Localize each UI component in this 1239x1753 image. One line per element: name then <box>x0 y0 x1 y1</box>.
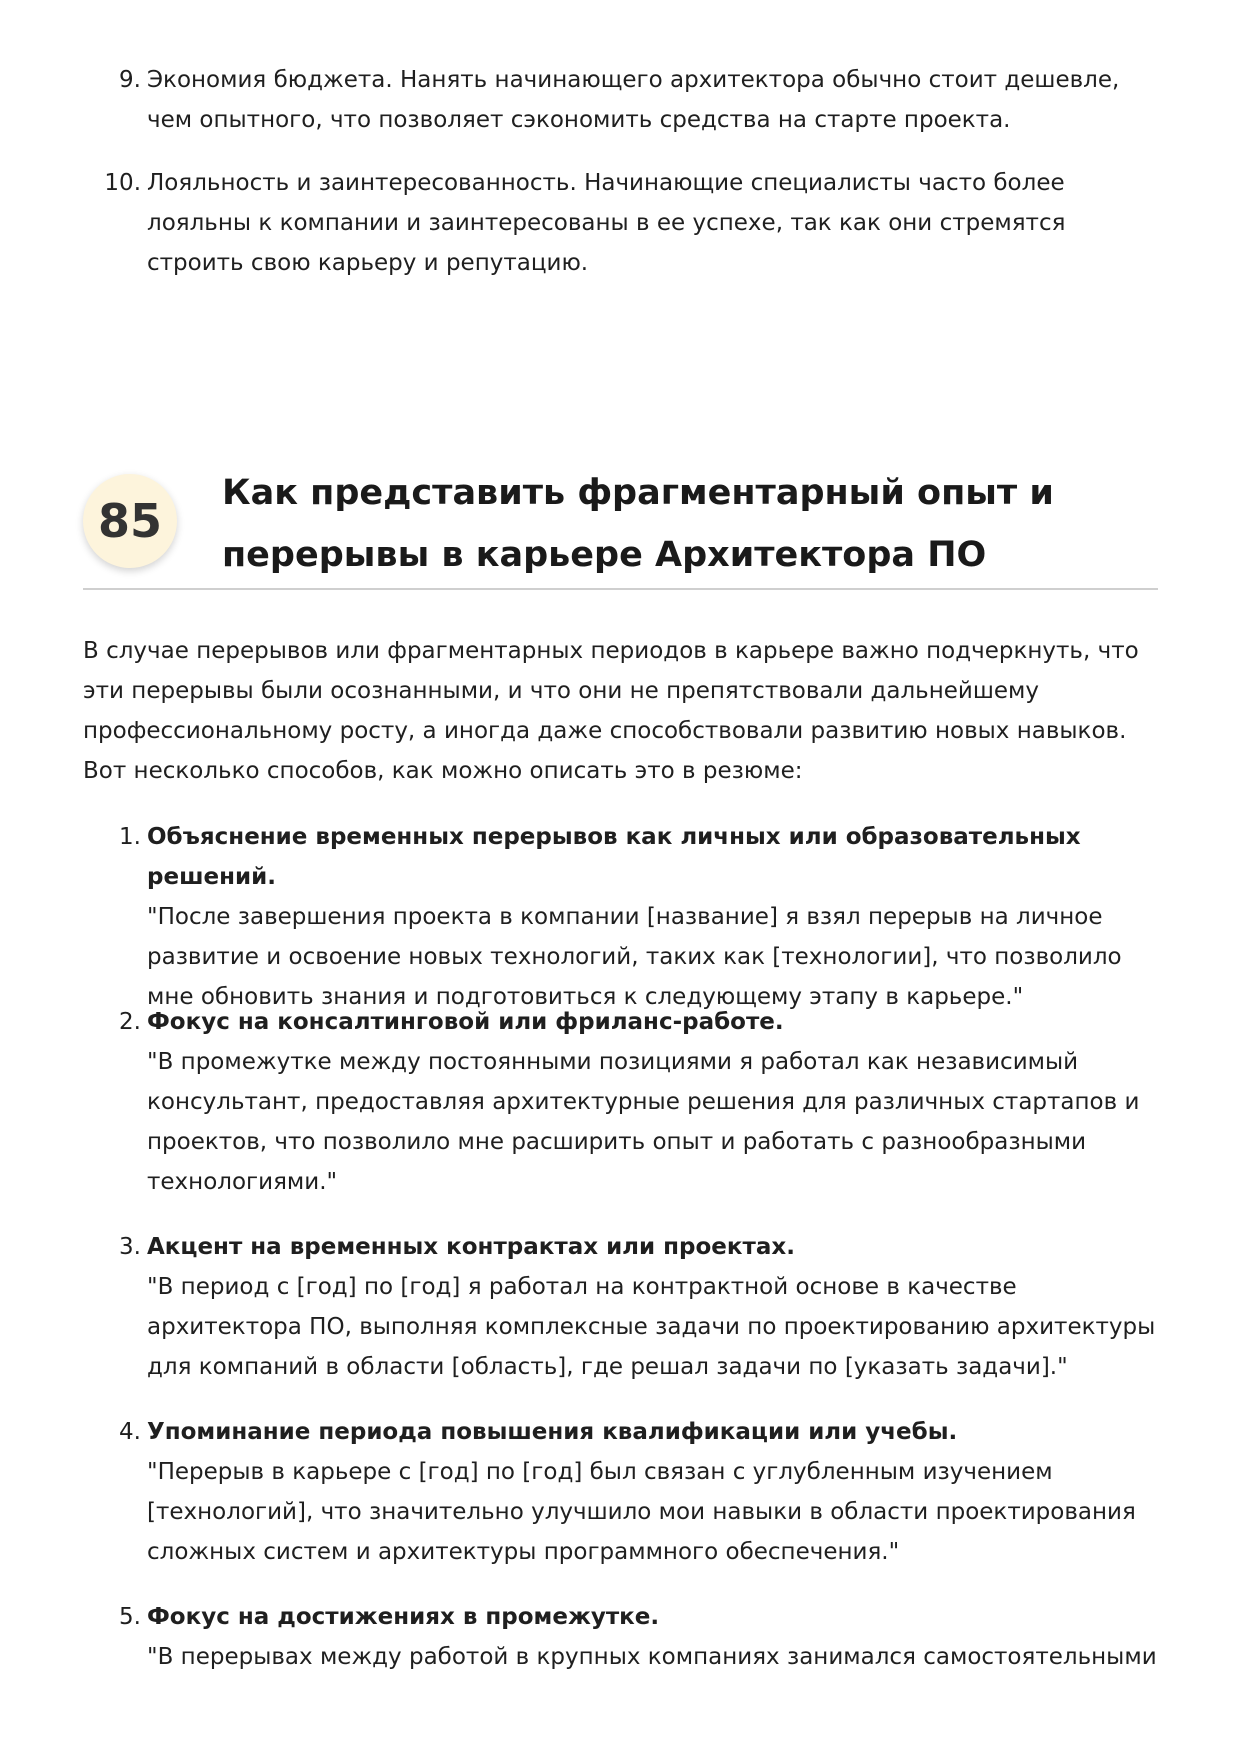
list-number: 10. <box>104 170 141 196</box>
method-text <box>147 1227 1167 1387</box>
method-number: 4. <box>119 1419 141 1445</box>
method-number: 5. <box>119 1604 141 1630</box>
section-divider <box>83 588 1158 590</box>
method-text <box>147 817 1167 1017</box>
method-text <box>147 1412 1167 1572</box>
list-number: 9. <box>119 67 141 93</box>
method-text <box>147 1597 1167 1677</box>
list-item-text: Экономия бюджета. Нанять начинающего архитектора обычно стоит дешевле, чем опытного, что позволяет сэкономить средства на старте проекта. <box>147 67 1120 133</box>
method-title: Упоминание периода повышения квалификации или учебы. <box>147 1419 958 1445</box>
method-example: "После завершения проекта в компании [название] я взял перерыв на личное развитие и освоение новых технологий, таких как [технологии], что позволило мне обновить знания и подготовиться к следующему этапу в карьере." <box>147 904 1122 1010</box>
method-title: Объяснение временных перерывов как личных или образовательных решений. <box>147 824 1081 890</box>
section-number-badge: 85 <box>83 474 177 568</box>
section-intro: В случае перерывов или фрагментарных периодов в карьере важно подчеркнуть, что эти перерывы были осознанными, и что они не препятствовали дальнейшему профессиональному росту, а иногда даже способствовали развитию новых навыков. Вот несколько способов, как можно описать это в резюме: <box>83 638 1139 784</box>
section-title: Как представить фрагментарный опыт и перерывы в карьере Архитектора ПО <box>222 473 1054 575</box>
method-example: "В период с [год] по [год] я работал на контрактной основе в качестве архитектора ПО, выполняя комплексные задачи по проектированию архитектуры для компаний в области [область], где решал задачи по [указать задачи]." <box>147 1274 1156 1380</box>
method-text <box>147 1002 1167 1202</box>
method-title: Фокус на консалтинговой или фриланс-работе. <box>147 1009 784 1035</box>
method-number: 1. <box>119 824 141 850</box>
method-number: 2. <box>119 1009 141 1035</box>
method-number: 3. <box>119 1234 141 1260</box>
method-title: Акцент на временных контрактах или проектах. <box>147 1234 795 1260</box>
method-example: "Перерыв в карьере с [год] по [год] был связан с углубленным изучением [технологий], что значительно улучшило мои навыки в области проектирования сложных систем и архитектуры программного обеспечения." <box>147 1459 1136 1565</box>
method-example: "В промежутке между постоянными позициями я работал как независимый консультант, предоставляя архитектурные решения для различных стартапов и проектов, что позволило мне расширить опыт и работать с разнообразными технологиями." <box>147 1049 1140 1195</box>
list-item-text: Лояльность и заинтересованность. Начинающие специалисты часто более лояльны к компании и заинтересованы в ее успехе, так как они стремятся строить свою карьеру и репутацию. <box>147 170 1066 276</box>
method-example: "В перерывах между работой в крупных компаниях занимался самостоятельными <box>147 1644 1157 1670</box>
method-title: Фокус на достижениях в промежутке. <box>147 1604 660 1630</box>
